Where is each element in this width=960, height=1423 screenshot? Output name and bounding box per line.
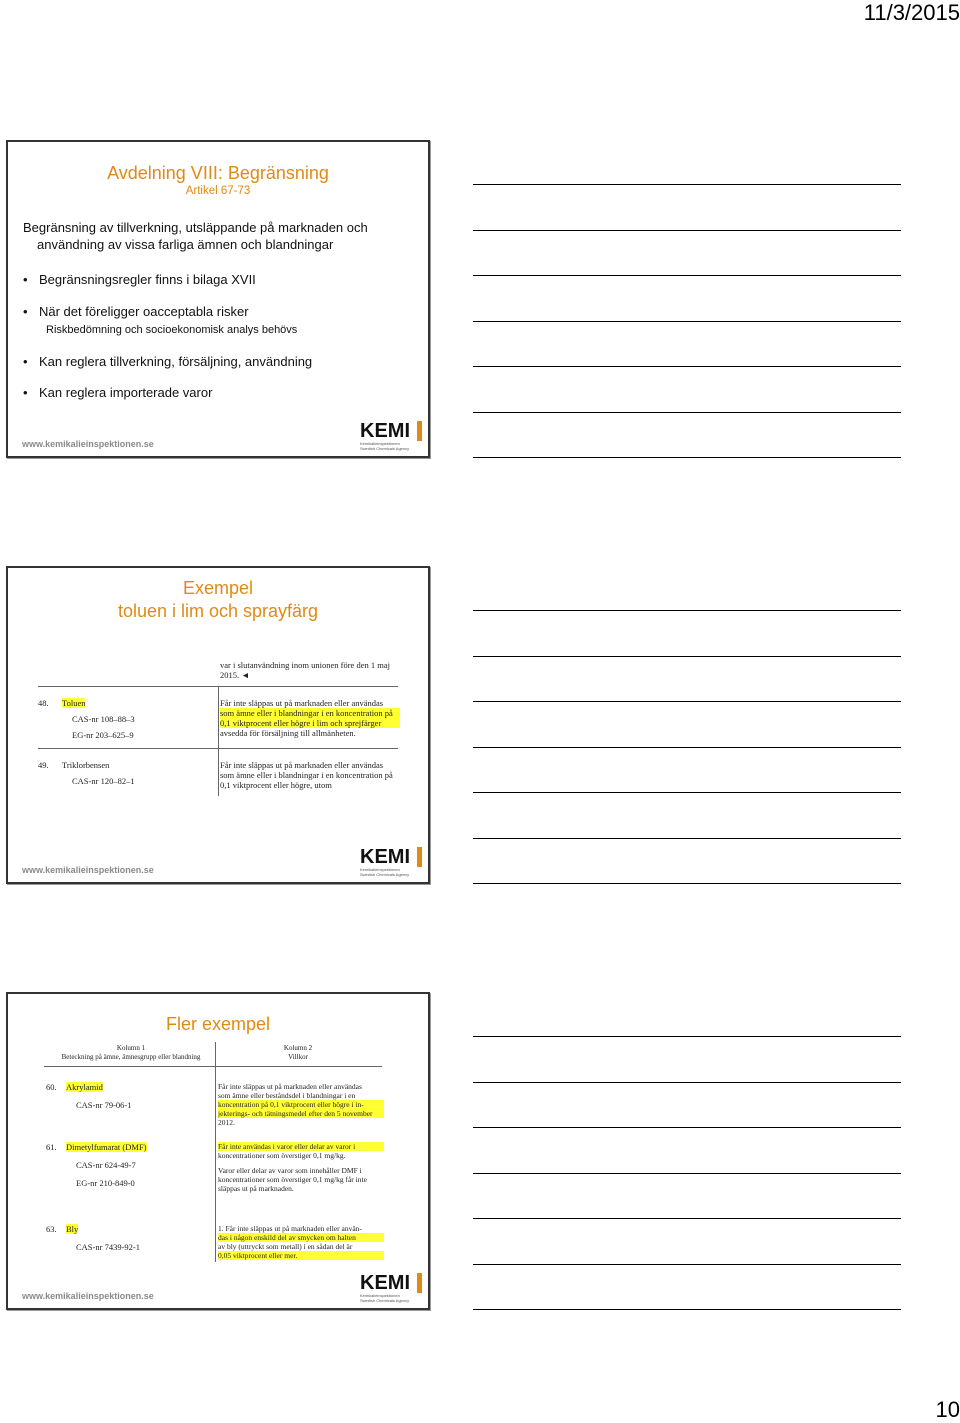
slide-2 [6,566,430,884]
bullet-1: • Begränsningsregler finns i bilaga XVII [23,272,256,287]
header-date: 11/3/2015 [863,0,960,25]
sub-bullet: Riskbedömning och socioekonomisk analys behövs [46,324,298,336]
slide-2-title-1: Exempel [182,578,254,598]
slide-1-subtitle: Artikel 67-73 [185,185,251,197]
slide-1-intro [23,219,413,253]
footer-url: www.kemikalieinspektionen.se [22,439,154,449]
kemi-logo: KEMI Kemikalieinspektionen Swedish Chemicals Agency [360,421,416,453]
bullet-2: • När det föreligger oacceptabla risker [23,304,249,319]
footer-url: www.kemikalieinspektionen.se [22,1291,154,1301]
intro-line-1: Begränsning av tillverkning, utsläppande på marknaden och [23,220,368,235]
slide-2-title-2: toluen i lim och sprayfärg [117,601,319,621]
intro-line-2: användning av vissa farliga ämnen och blandningar [37,237,334,252]
bullet-3: • Kan reglera tillverkning, försäljning, användning [23,354,312,369]
bullet-4: • Kan reglera importerade varor [23,385,212,400]
kemi-logo: KEMI Kemikalieinspektionen Swedish Chemicals Agency [360,1273,416,1305]
scan-excerpt-1: var i slutanvändning inom unionen före den 1 maj 2015. ◄ 48. Toluen CAS-nr 108–88–3 EG-nr 203–625–9 Får inte släppas ut på marknaden eller användas som ämne eller i blandningar i en koncentration på 0,1 viktprocent eller högre i lim och sprejfärger avsedda för försäljning till allmänheten. 49. Triklorbensen CAS-nr 120–82–1 Får inte släppas ut på marknaden eller användas som ämne eller i blandningar i en koncentration på 0,1 viktprocent eller högre, utom [8,624,408,804]
scan-excerpt-2: Kolumn 1 Beteckning på ämne, ämnesgrupp eller blandning Kolumn 2 Villkor 60. Akrylamid CAS-nr 79-06-1 Får inte släppas ut på marknaden eller användas som ämne eller beståndsdel i blandningar i en koncentration på 0,1 viktprocent eller högre i in- jekterings- och tätningsmedel efter den 5 november 2012. 61. Dimetylfumarat (DMF) CAS-nr 624-49-7 EG-nr 210-849-0 Får inte användas i varor eller delar av varor i koncentrationer som överstiger 0,1 mg/kg. Varor eller delar av varor som innehåller DMF i koncentrationer som överstiger 0,1 mg/kg får inte släppas ut på marknaden. 63. Bly CAS-nr 7439-92-1 1. Får inte släppas ut på marknaden eller använ- das i någon enskild del av smycken om halten av bly (uttryckt som metall) i en sådan del är 0,05 viktprocent eller mer. [8,1042,408,1262]
slide-3 [6,992,430,1310]
slide-1 [6,140,430,458]
slide-1-title: Avdelning VIII: Begränsning [107,163,329,183]
page-number: 10 [935,1397,960,1422]
kemi-logo: KEMI Kemikalieinspektionen Swedish Chemicals Agency [360,847,416,879]
slide-3-title: Fler exempel [165,1014,271,1034]
footer-url: www.kemikalieinspektionen.se [22,865,154,875]
